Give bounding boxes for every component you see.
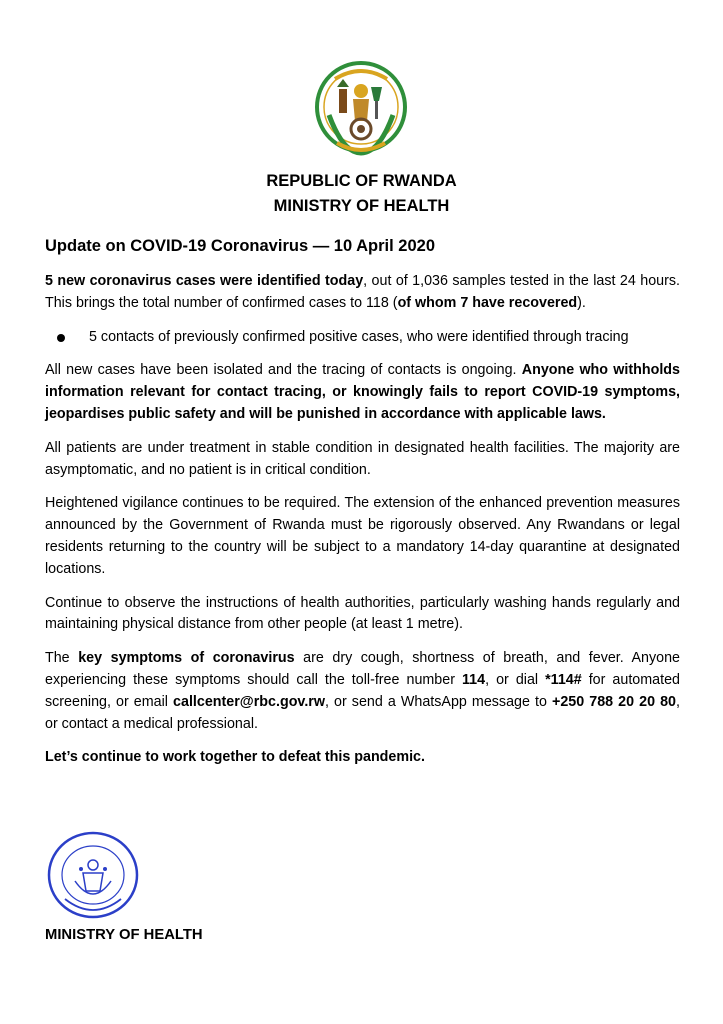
paragraph-vigilance: Heightened vigilance continues to be required. The extension of the enhanced prevention measures announced by the Government of Rwanda must be rigorously observed. Any Rwandans or legal residents returning to the country will be subject to a mandatory 14-day quarantine at designated locations. <box>45 495 680 577</box>
paragraph-patients: All patients are under treatment in stable condition in designated health facilities. The majority are asymptomatic, and no patient is in critical condition. <box>45 439 680 478</box>
signoff-ministry: MINISTRY OF HEALTH <box>45 927 203 943</box>
tracing-warning-bold: Anyone who withholds information relevant for contact tracing, or knowingly fails to report COVID-19 symptoms, jeopardises public safety and will be punished in accordance with applicable laws. <box>45 362 680 422</box>
symptoms-text-2: are dry cough, shortness of breath, and fever. Anyone experiencing these symptoms should call the toll-free number <box>45 650 681 688</box>
bullet-dot-icon <box>57 334 65 342</box>
symptoms-text-3: , or dial <box>485 671 546 688</box>
symptoms-text-6: , or contact a medical professional. <box>45 693 680 732</box>
ussd-code: *114# <box>545 671 582 688</box>
stamp-icon <box>45 829 141 919</box>
cases-text: , out of 1,036 samples tested in the last 24 hours. This brings the total number of confirmed cases to 118 ( <box>45 273 680 311</box>
cases-end: ). <box>577 294 586 311</box>
ministry-stamp <box>45 829 141 919</box>
document-title: Update on COVID-19 Coronavirus — 10 April 2020 <box>45 237 435 255</box>
closing-statement: Let’s continue to work together to defeat this pandemic. <box>45 749 425 766</box>
callcenter-email: callcenter@rbc.gov.rw <box>173 693 325 710</box>
header-ministry: MINISTRY OF HEALTH <box>273 197 450 215</box>
tracing-text: All new cases have been isolated and the tracing of contacts is ongoing. <box>45 362 522 379</box>
paragraph-cases <box>45 271 680 315</box>
symptoms-text-1: The <box>45 650 79 667</box>
document-body <box>45 271 680 781</box>
symptoms-text-5: , or send a WhatsApp message to <box>324 693 552 710</box>
list-item <box>55 327 680 349</box>
bullet-text: 5 contacts of previously confirmed positive cases, who were identified through tracing <box>89 328 629 345</box>
toll-free-number: 114 <box>462 671 486 688</box>
new-cases-bold: 5 new coronavirus cases were identified today <box>45 273 364 289</box>
symptoms-text-4: for automated screening, or email <box>45 671 680 710</box>
coat-of-arms-icon <box>313 57 409 165</box>
recovered-bold: of whom 7 have recovered <box>397 294 578 311</box>
paragraph-instructions: Continue to observe the instructions of health authorities, particularly washing hands regularly and maintaining physical distance from other people (at least 1 metre). <box>45 594 680 633</box>
key-symptoms-bold: key symptoms of coronavirus <box>78 650 295 667</box>
rwanda-coat-of-arms <box>313 57 409 165</box>
bullet-list <box>45 327 680 349</box>
whatsapp-number: +250 788 20 20 80 <box>551 693 677 710</box>
paragraph-tracing <box>45 360 680 425</box>
header-republic: REPUBLIC OF RWANDA <box>266 172 457 190</box>
paragraph-symptoms <box>45 648 680 735</box>
